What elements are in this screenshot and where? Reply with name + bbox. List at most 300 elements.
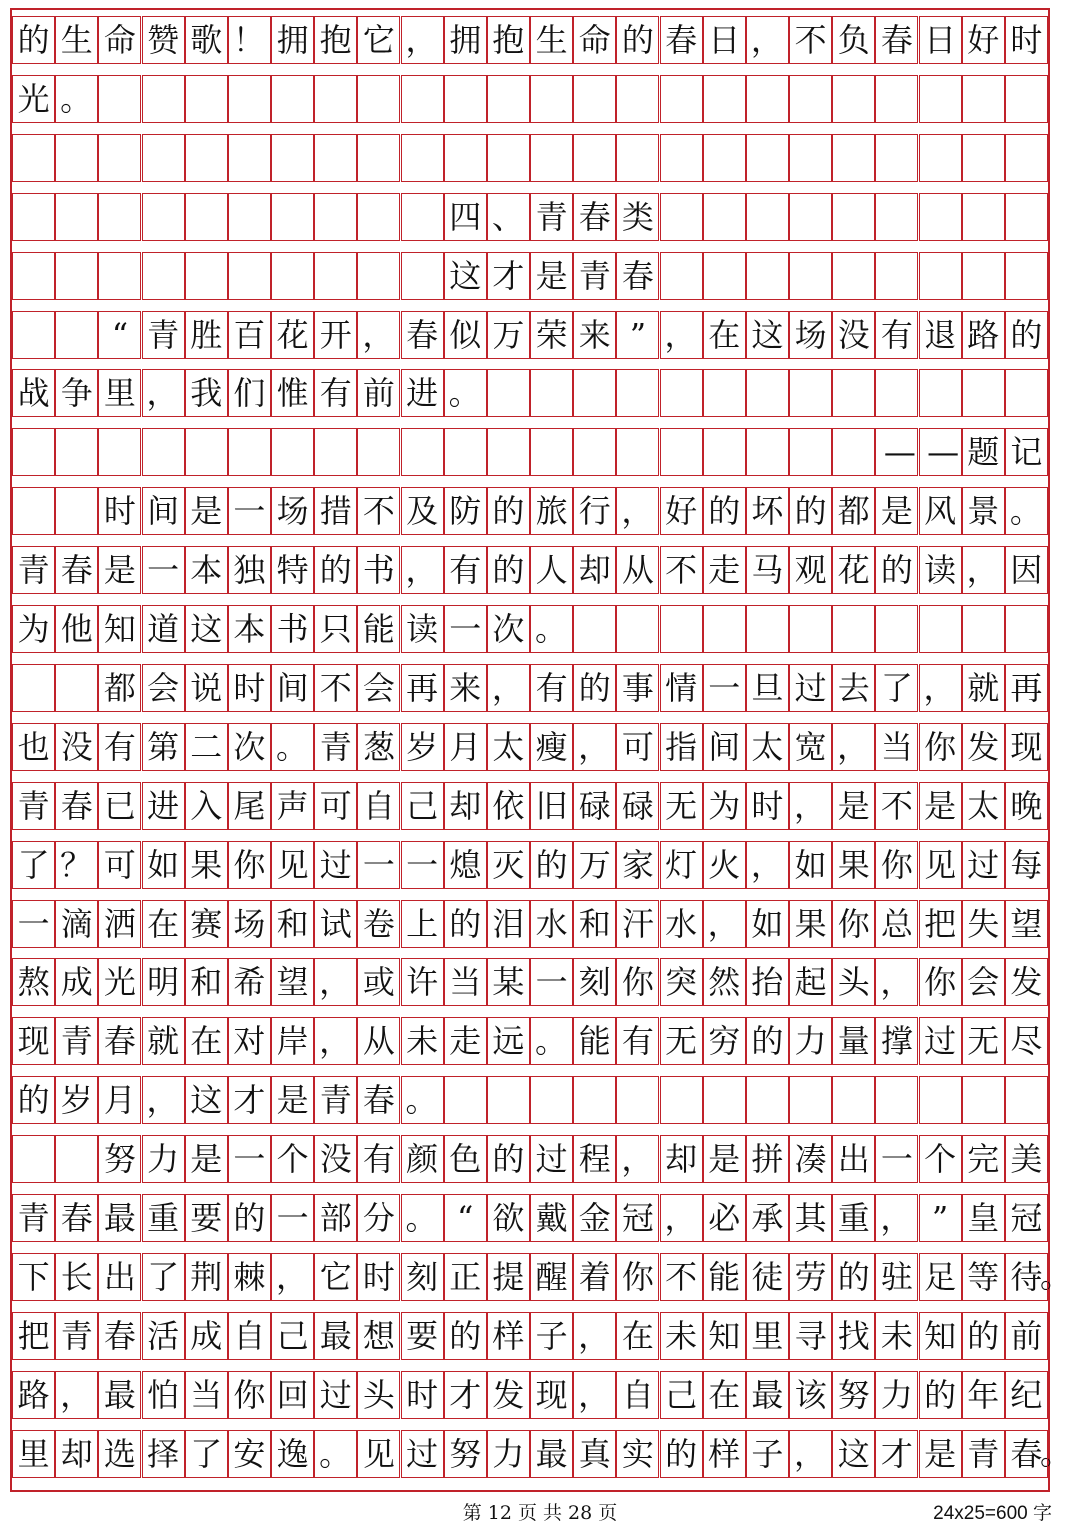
grid-cell: 有 [357,1135,400,1183]
grid-cell: 景 [962,487,1005,535]
grid-cell [55,311,98,359]
grid-cell [12,428,55,476]
grid-cell: ， [573,1371,616,1419]
grid-cell: 希 [228,958,271,1006]
grid-row [12,958,1048,1006]
grid-cell [875,193,918,241]
grid-cell: 生 [55,16,98,64]
grid-cell: 你 [616,958,659,1006]
grid-cell [401,428,444,476]
grid-cell [314,134,357,182]
grid-cell: 月 [98,1076,141,1124]
grid-cell: 胜 [185,311,228,359]
grid-cell [660,1076,703,1124]
grid-cell [142,134,185,182]
grid-cell: 书 [271,605,314,653]
grid-cell: 实 [616,1430,659,1478]
grid-cell: 选 [98,1430,141,1478]
grid-cell: 待 [1005,1253,1048,1301]
grid-cell [703,1076,746,1124]
grid-cell: 的 [919,1371,962,1419]
grid-cell: 努 [444,1430,487,1478]
grid-cell [1005,134,1048,182]
grid-cell: 来 [573,311,616,359]
grid-row [12,782,1048,830]
grid-row [12,1430,1073,1478]
grid-cell [185,75,228,123]
grid-cell: 生 [530,16,573,64]
grid-cell [616,1076,659,1124]
grid-cell [530,134,573,182]
grid-cell [962,605,1005,653]
grid-cell [357,428,400,476]
grid-cell [401,193,444,241]
grid-cell: 好 [660,487,703,535]
grid-cell: 的 [487,546,530,594]
grid-cell [271,252,314,300]
grid-cell: 水 [660,900,703,948]
grid-cell: 青 [142,311,185,359]
grid-cell: 你 [919,723,962,771]
grid-cell: 了 [12,841,55,889]
grid-cell: 春 [573,193,616,241]
grid-cell: 突 [660,958,703,1006]
grid-cell: 抱 [487,16,530,64]
grid-cell [703,193,746,241]
grid-cell: 尾 [228,782,271,830]
grid-cell: 重 [832,1194,875,1242]
grid-cell: 的 [660,1430,703,1478]
grid-row [12,841,1048,889]
grid-cell: 明 [142,958,185,1006]
grid-cell: 个 [271,1135,314,1183]
grid-cell: 次 [228,723,271,771]
grid-cell: 冠 [1005,1194,1048,1242]
grid-cell: 旧 [530,782,573,830]
grid-cell: 你 [832,900,875,948]
grid-cell: 有 [98,723,141,771]
grid-cell: 来 [444,664,487,712]
grid-cell: 穷 [703,1017,746,1065]
grid-cell: 熬 [12,958,55,1006]
grid-cell: 青 [55,1017,98,1065]
grid-cell: 努 [98,1135,141,1183]
grid-cell: 熄 [444,841,487,889]
grid-cell: 你 [228,841,271,889]
grid-cell: 没 [55,723,98,771]
grid-cell: 色 [444,1135,487,1183]
grid-cell: 读 [401,605,444,653]
grid-cell: 青 [314,1076,357,1124]
grid-cell [444,134,487,182]
grid-cell [616,369,659,417]
grid-cell: 有 [875,311,918,359]
grid-cell: 尽 [1005,1017,1048,1065]
grid-cell: 活 [142,1312,185,1360]
grid-cell: 会 [142,664,185,712]
grid-cell: ， [142,369,185,417]
grid-cell [1005,1076,1048,1124]
grid-cell: 为 [703,782,746,830]
grid-cell [271,428,314,476]
grid-cell [660,252,703,300]
grid-cell [530,369,573,417]
grid-cell: 进 [401,369,444,417]
grid-cell: 是 [271,1076,314,1124]
grid-cell: 提 [487,1253,530,1301]
grid-row [12,252,1048,300]
grid-cell: 荣 [530,311,573,359]
grid-cell [12,134,55,182]
grid-cell: 头 [832,958,875,1006]
grid-cell: 许 [401,958,444,1006]
grid-cell: 为 [12,605,55,653]
grid-cell: 坏 [746,487,789,535]
grid-cell: ？ [55,841,98,889]
grid-cell: 这 [746,311,789,359]
grid-cell: 人 [530,546,573,594]
grid-cell [832,252,875,300]
grid-cell: — [875,428,918,476]
grid-cell [746,252,789,300]
grid-cell [444,75,487,123]
grid-cell [573,605,616,653]
grid-cell: 果 [832,841,875,889]
grid-cell [487,369,530,417]
grid-cell: 总 [875,900,918,948]
grid-cell: 怕 [142,1371,185,1419]
grid-cell: 青 [314,723,357,771]
grid-cell: 见 [919,841,962,889]
grid-cell: 青 [12,782,55,830]
grid-cell [789,252,832,300]
grid-cell: 类 [616,193,659,241]
grid-cell: 可 [616,723,659,771]
grid-cell [12,664,55,712]
grid-cell: 现 [12,1017,55,1065]
grid-cell [55,134,98,182]
grid-cell [789,605,832,653]
grid-cell: 灯 [660,841,703,889]
grid-cell: 部 [314,1194,357,1242]
grid-cell: 力 [875,1371,918,1419]
grid-cell: 记 [1005,428,1048,476]
grid-cell: 拥 [271,16,314,64]
grid-cell: 下 [12,1253,55,1301]
grid-cell: 金 [573,1194,616,1242]
grid-cell: 自 [616,1371,659,1419]
grid-cell: 这 [185,1076,228,1124]
grid-cell: 抱 [314,16,357,64]
grid-cell: 刻 [573,958,616,1006]
grid-cell: 果 [789,900,832,948]
grid-cell: 春 [875,16,918,64]
grid-cell: 最 [98,1194,141,1242]
grid-cell: 没 [832,311,875,359]
grid-cell: 一 [703,664,746,712]
grid-cell: ， [746,841,789,889]
grid-cell: 抬 [746,958,789,1006]
grid-cell: ！ [228,16,271,64]
grid-cell: 时 [98,487,141,535]
grid-cell: 发 [962,723,1005,771]
grid-cell: 前 [1005,1312,1048,1360]
grid-cell: 春 [1005,1430,1048,1478]
grid-cell [703,605,746,653]
grid-cell: ， [314,958,357,1006]
grid-cell: 它 [314,1253,357,1301]
grid-cell: 月 [444,723,487,771]
grid-cell [271,193,314,241]
grid-cell: ， [616,487,659,535]
grid-cell: 。 [444,369,487,417]
grid-cell: 最 [314,1312,357,1360]
grid-cell: ， [789,1430,832,1478]
grid-cell: 赞 [142,16,185,64]
grid-cell [616,75,659,123]
grid-cell: 是 [832,782,875,830]
grid-cell: 必 [703,1194,746,1242]
grid-row [12,546,1048,594]
grid-cell: 逸 [271,1430,314,1478]
grid-cell [142,252,185,300]
grid-cell: 如 [789,841,832,889]
grid-cell: 场 [228,900,271,948]
grid-cell: 里 [12,1430,55,1478]
grid-cell: 年 [962,1371,1005,1419]
grid-cell [746,428,789,476]
grid-cell [789,193,832,241]
grid-cell: 个 [919,1135,962,1183]
grid-cell [228,75,271,123]
grid-cell: ， [573,723,616,771]
grid-cell: 碌 [573,782,616,830]
grid-cell [573,134,616,182]
grid-cell: 的 [789,487,832,535]
grid-cell: 对 [228,1017,271,1065]
grid-cell: 果 [185,841,228,889]
grid-cell: 路 [962,311,1005,359]
grid-cell: 无 [962,1017,1005,1065]
grid-cell: 不 [875,782,918,830]
grid-cell: 入 [185,782,228,830]
grid-cell [55,487,98,535]
grid-cell: 劳 [789,1253,832,1301]
grid-cell: 春 [55,782,98,830]
grid-cell: 才 [487,252,530,300]
grid-cell: 因 [1005,546,1048,594]
grid-cell: 春 [616,252,659,300]
grid-cell [228,428,271,476]
grid-cell [98,252,141,300]
grid-cell: 无 [660,1017,703,1065]
grid-cell [357,75,400,123]
grid-cell: 最 [98,1371,141,1419]
grid-cell: 第 [142,723,185,771]
grid-cell: 二 [185,723,228,771]
grid-cell: ， [660,1194,703,1242]
grid-cell: 不 [660,546,703,594]
grid-cell: 想 [357,1312,400,1360]
grid-row [12,1135,1048,1183]
grid-cell [746,1076,789,1124]
grid-cell [746,75,789,123]
grid-cell: 洒 [98,900,141,948]
grid-cell: 卷 [357,900,400,948]
grid-cell: 能 [573,1017,616,1065]
grid-cell [789,1076,832,1124]
grid-cell: 的 [530,841,573,889]
grid-cell: 一 [12,900,55,948]
grid-cell: 走 [444,1017,487,1065]
grid-cell [703,252,746,300]
grid-cell: 望 [271,958,314,1006]
grid-cell: 程 [573,1135,616,1183]
grid-cell: 未 [401,1017,444,1065]
grid-cell: 现 [530,1371,573,1419]
grid-cell [875,252,918,300]
grid-cell: 场 [789,311,832,359]
grid-cell: 的 [12,16,55,64]
grid-cell: “ [444,1194,487,1242]
grid-cell: ， [919,664,962,712]
manuscript-grid-sheet [10,8,1073,1492]
grid-cell [1005,369,1048,417]
grid-cell: — [919,428,962,476]
grid-cell [962,1076,1005,1124]
grid-cell: 不 [660,1253,703,1301]
grid-cell: 有 [314,369,357,417]
grid-cell: 青 [573,252,616,300]
grid-cell: 要 [401,1312,444,1360]
grid-cell: 纪 [1005,1371,1048,1419]
grid-cell: 皇 [962,1194,1005,1242]
grid-cell [228,252,271,300]
grid-cell: 过 [314,1371,357,1419]
grid-cell: 己 [401,782,444,830]
grid-cell [962,369,1005,417]
grid-cell: 万 [487,311,530,359]
grid-cell: 却 [444,782,487,830]
grid-cell: 道 [142,605,185,653]
grid-cell: 百 [228,311,271,359]
grid-cell: 是 [185,487,228,535]
grid-cell: 惟 [271,369,314,417]
grid-cell: 己 [271,1312,314,1360]
grid-cell: 戴 [530,1194,573,1242]
grid-cell: 是 [919,1430,962,1478]
grid-cell [228,193,271,241]
grid-cell: 本 [228,605,271,653]
grid-cell: ， [962,546,1005,594]
grid-cell: 过 [314,841,357,889]
grid-cell [98,134,141,182]
grid-cell [875,605,918,653]
grid-cell: 你 [616,1253,659,1301]
grid-cell: 未 [875,1312,918,1360]
grid-cell: 退 [919,311,962,359]
grid-cell: 春 [401,311,444,359]
grid-cell: 灭 [487,841,530,889]
grid-row [12,605,1048,653]
grid-cell [401,252,444,300]
grid-cell [487,428,530,476]
grid-cell [55,664,98,712]
grid-cell: ， [401,546,444,594]
grid-cell [746,193,789,241]
grid-row [12,900,1048,948]
grid-cell: 一 [444,605,487,653]
grid-cell: 和 [573,900,616,948]
grid-cell: 的 [228,1194,271,1242]
grid-cell: 失 [962,900,1005,948]
grid-cell: 样 [703,1430,746,1478]
grid-cell: 的 [314,546,357,594]
grid-cell: 四 [444,193,487,241]
grid-cell: 青 [962,1430,1005,1478]
grid-row [12,134,1048,182]
grid-cell: 分 [357,1194,400,1242]
grid-cell: 岁 [401,723,444,771]
grid-row [12,311,1048,359]
grid-cell: 才 [444,1371,487,1419]
grid-cell [660,193,703,241]
grid-cell: 前 [357,369,400,417]
grid-cell: 一 [401,841,444,889]
grid-cell: 远 [487,1017,530,1065]
page-number: 第 12 页 共 28 页 [462,1502,618,1524]
grid-cell [573,369,616,417]
grid-cell: ， [314,1017,357,1065]
grid-cell: 事 [616,664,659,712]
grid-cell: 没 [314,1135,357,1183]
grid-cell: 等 [962,1253,1005,1301]
grid-cell [1005,75,1048,123]
grid-cell: 了 [185,1430,228,1478]
grid-cell: 你 [919,958,962,1006]
grid-cell: 路 [12,1371,55,1419]
grid-cell [746,369,789,417]
grid-cell: 。 [1005,487,1048,535]
grid-cell [573,428,616,476]
grid-cell: 择 [142,1430,185,1478]
grid-cell [185,428,228,476]
grid-cell: 见 [357,1430,400,1478]
grid-cell: 观 [789,546,832,594]
grid-cell [660,369,703,417]
grid-cell: 徒 [746,1253,789,1301]
grid-cell: 指 [660,723,703,771]
grid-cell: 从 [357,1017,400,1065]
grid-cell [919,369,962,417]
grid-cell: 青 [55,1312,98,1360]
grid-cell: 。 [530,1017,573,1065]
grid-cell: ， [875,1194,918,1242]
grid-row [12,1312,1048,1360]
grid-cell: 日 [919,16,962,64]
grid-cell: 防 [444,487,487,535]
grid-cell: 岁 [55,1076,98,1124]
grid-cell: ， [832,723,875,771]
grid-cell [55,428,98,476]
grid-cell: 的 [962,1312,1005,1360]
grid-cell [789,369,832,417]
grid-cell [98,193,141,241]
grid-cell: 努 [832,1371,875,1419]
grid-cell: 。 [55,75,98,123]
grid-cell [357,193,400,241]
grid-cell: 拥 [444,16,487,64]
